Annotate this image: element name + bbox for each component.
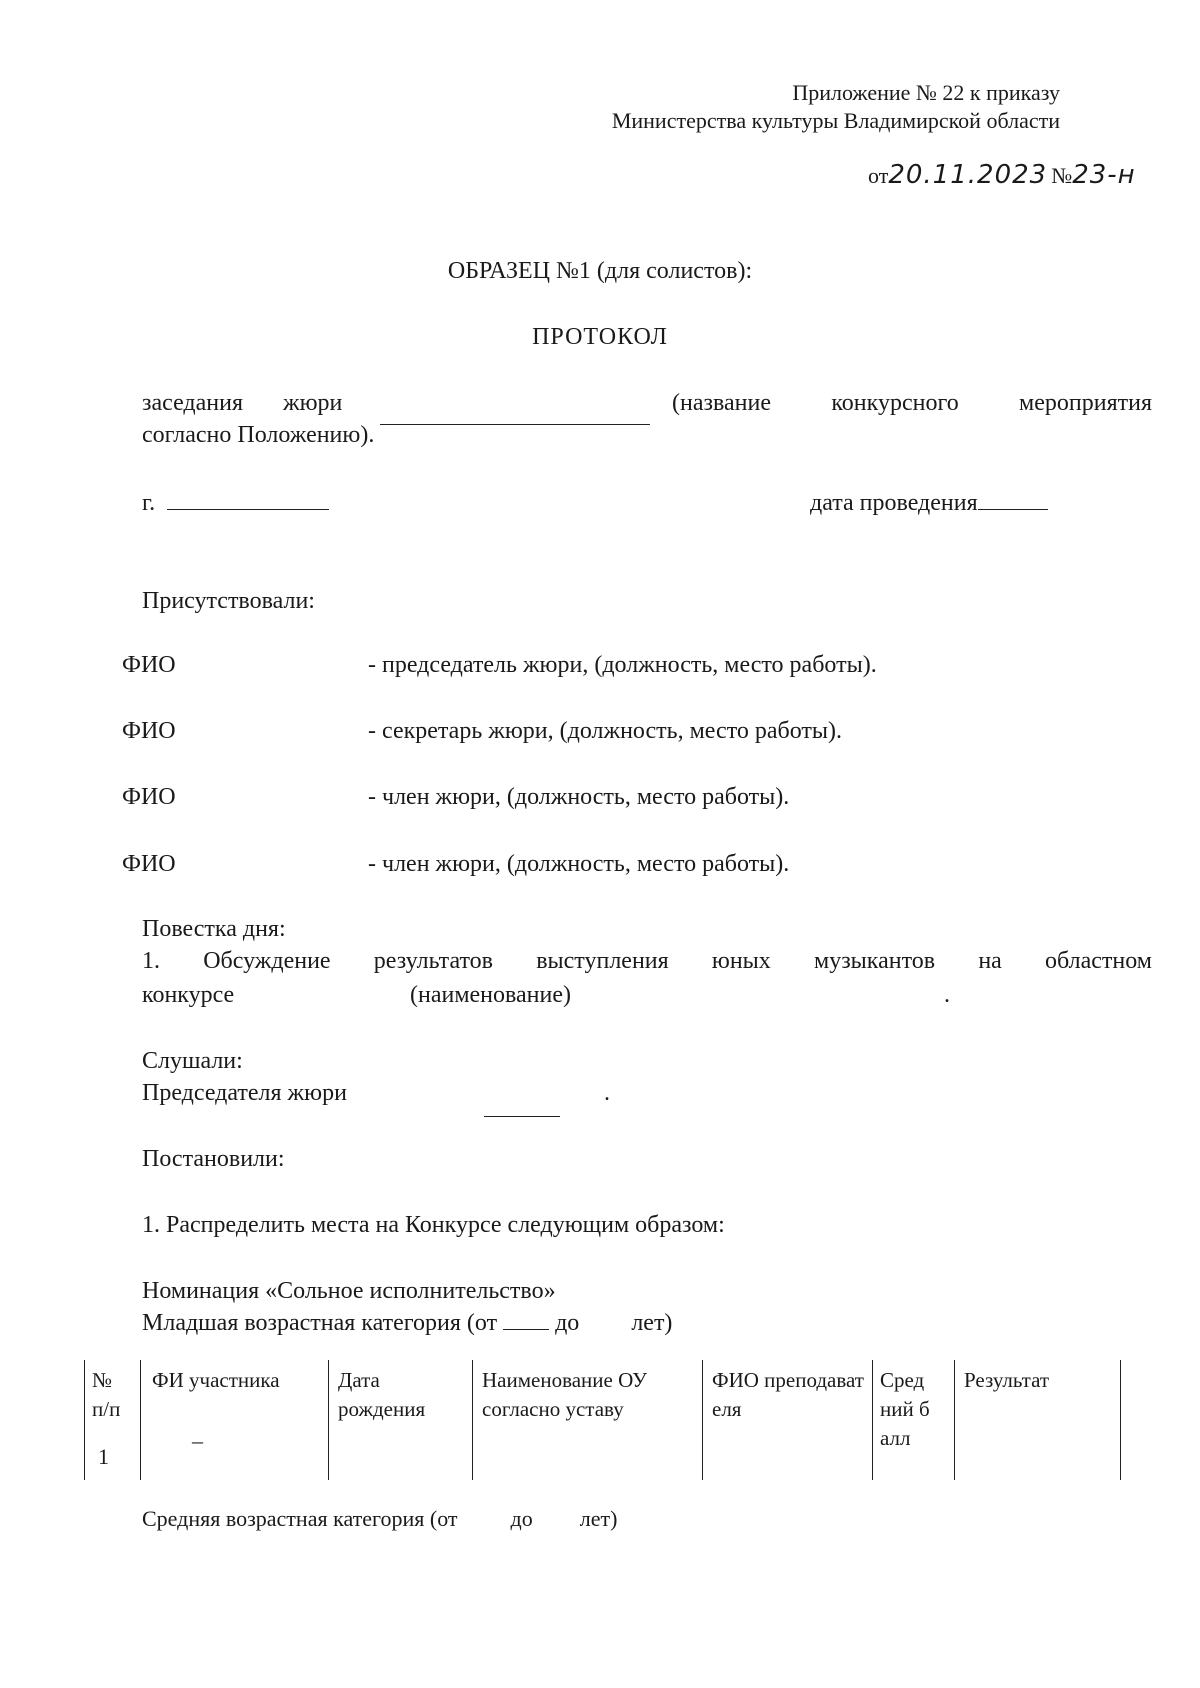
junior-suffix: лет) <box>631 1310 673 1336</box>
header-number: № п/п <box>92 1368 121 1421</box>
jury-name-1: ФИО <box>122 652 176 678</box>
meeting-word-1: заседания <box>142 390 244 416</box>
present-label: Присутствовали: <box>142 588 315 614</box>
agenda-item-1-paren: (наименование) <box>410 982 572 1008</box>
decided-item-1: 1. Распределить места на Конкурсе следующим образом: <box>142 1212 725 1238</box>
city-prefix: г. <box>142 490 156 516</box>
order-prefix: от <box>868 163 889 188</box>
row-1-participant: – <box>192 1428 203 1453</box>
date-field <box>810 490 1048 517</box>
competition-name-blank <box>380 412 650 430</box>
chairman-name-blank <box>484 1104 560 1122</box>
date-label: дата проведения <box>810 490 978 516</box>
junior-prefix: Младшая возрастная категория (от <box>142 1310 498 1336</box>
table-border <box>702 1360 703 1480</box>
table-border <box>954 1360 955 1480</box>
document-title: ПРОТОКОЛ <box>532 324 668 350</box>
results-table <box>84 1360 1124 1480</box>
jury-name-4: ФИО <box>122 851 176 877</box>
header-average-score: Средний балл <box>880 1368 930 1450</box>
agenda-label: Повестка дня: <box>142 916 286 942</box>
junior-from-blank <box>503 1329 549 1330</box>
meeting-line-2: согласно Положению). <box>142 422 375 448</box>
jury-role-4: - член жюри, (должность, место работы). <box>368 851 790 877</box>
city-blank <box>167 509 329 510</box>
table-border <box>140 1360 141 1480</box>
order-reference <box>868 160 1136 190</box>
jury-name-2: ФИО <box>122 718 176 744</box>
order-number-label: № <box>1051 163 1073 188</box>
decided-label: Постановили: <box>142 1146 285 1172</box>
sample-title: ОБРАЗЕЦ №1 (для солистов): <box>447 258 753 284</box>
annex-line-1: Приложение № 22 к приказу <box>792 80 1060 105</box>
heard-text: Председателя жюри <box>142 1080 347 1106</box>
middle-prefix: Средняя возрастная категория (от <box>142 1506 458 1531</box>
date-blank <box>978 509 1048 510</box>
jury-role-2: - секретарь жюри, (должность, место работы). <box>368 718 843 744</box>
header-result: Результат <box>964 1368 1050 1392</box>
table-border <box>472 1360 473 1480</box>
nomination-title: Номинация «Сольное исполнительство» <box>142 1278 556 1304</box>
agenda-item-1-dot: . <box>944 982 950 1008</box>
middle-suffix: лет) <box>579 1506 618 1531</box>
heard-dot: . <box>604 1080 610 1106</box>
junior-to: до <box>555 1310 580 1336</box>
middle-category <box>142 1506 617 1532</box>
heard-label: Слушали: <box>142 1048 243 1074</box>
meeting-word-2: жюри <box>283 390 343 416</box>
row-1-number: 1 <box>98 1444 109 1469</box>
middle-to: до <box>510 1506 533 1531</box>
city-label <box>142 490 329 517</box>
table-border <box>1120 1360 1121 1480</box>
order-number-handwritten: 23-н <box>1072 160 1136 190</box>
header-teacher: ФИО преподавателя <box>712 1368 864 1421</box>
table-border <box>84 1360 85 1480</box>
agenda-item-1-word: конкурсе <box>142 982 235 1008</box>
junior-category <box>142 1310 672 1337</box>
agenda-item-1-line-1: 1. Обсуждение результатов выступления юных музыкантов на областном <box>142 948 1152 974</box>
header-participant: ФИ участника <box>152 1368 280 1392</box>
jury-name-3: ФИО <box>122 784 176 810</box>
header-school: Наименование ОУ согласно уставу <box>482 1368 647 1421</box>
jury-role-3: - член жюри, (должность, место работы). <box>368 784 790 810</box>
header-birth-date: Дата рождения <box>338 1368 426 1421</box>
meeting-parenthetical: (название конкурсного мероприятия <box>672 390 1152 416</box>
table-border <box>872 1360 873 1480</box>
jury-role-1: - председатель жюри, (должность, место работы). <box>368 652 877 678</box>
order-date-handwritten: 20.11.2023 <box>888 160 1048 190</box>
table-border <box>328 1360 329 1480</box>
annex-line-2: Министерства культуры Владимирской области <box>611 108 1060 133</box>
